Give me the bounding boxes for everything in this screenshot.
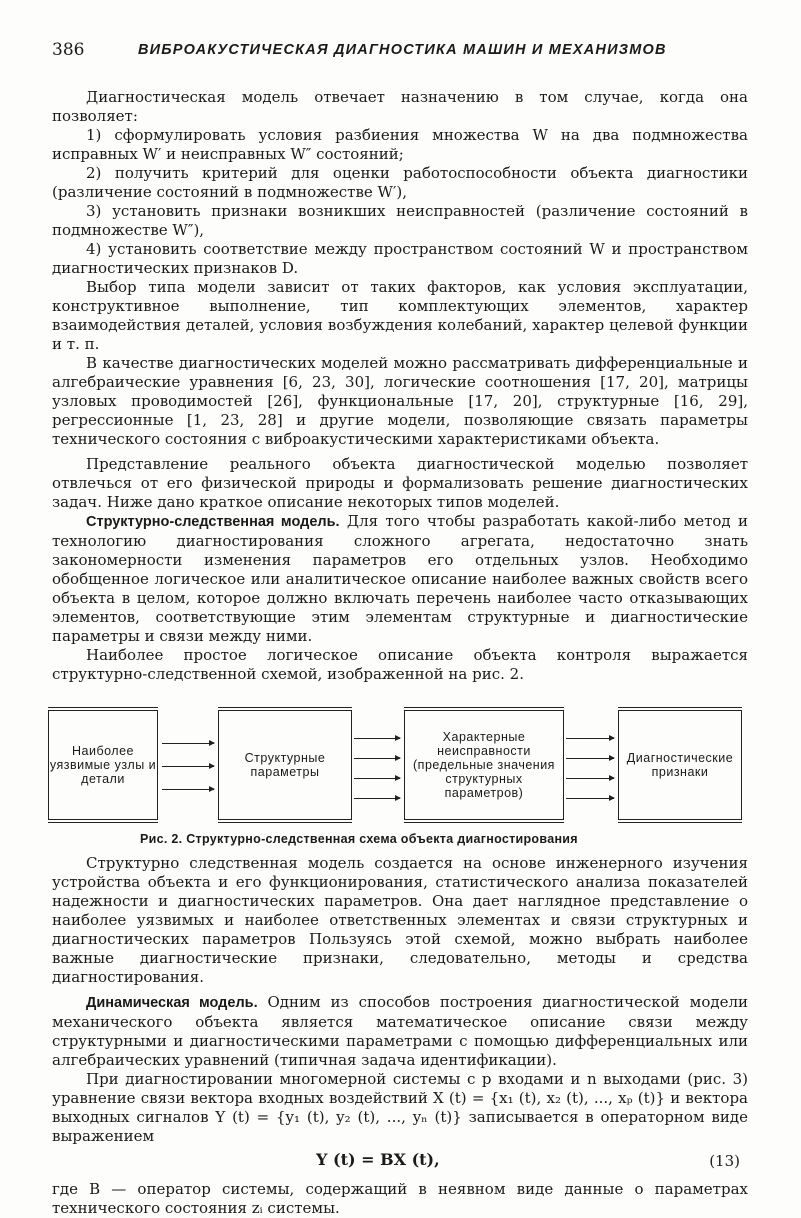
- list-item-2: 2) получить критерий для оценки работоспособности объекта диагностики (различение состояний в подмножестве W′),: [52, 164, 748, 201]
- arrow: [354, 738, 400, 739]
- paragraph-intro: Диагностическая модель отвечает назначению в том случае, когда она позволяет:: [52, 88, 748, 125]
- arrow: [162, 743, 214, 744]
- arrow: [566, 758, 614, 759]
- section-heading-structural: Структурно-следственная модель.: [86, 514, 340, 530]
- paragraph-dynamic-text: Одним из способов построения диагностической модели механического объекта является математическое описание связи между структурными и диагностическими параметрами с помощью дифференциальных или алгебраических уравнений (типичная задача идентификации).: [52, 993, 748, 1069]
- section-heading-dynamic: Динамическая модель.: [86, 995, 258, 1011]
- box-typical-faults: Характерные неисправности (предельные значения структурных параметров): [404, 710, 564, 820]
- arrow: [354, 798, 400, 799]
- arrow: [354, 758, 400, 759]
- page-number: 386: [52, 40, 85, 60]
- paragraph-representation: Представление реального объекта диагностической моделью позволяет отвлечься от его физической природы и формализовать решение диагностических задач. Ниже дано краткое описание некоторых типов моделей.: [52, 455, 748, 511]
- box-vulnerable-parts: Наиболее уязвимые узлы и детали: [48, 710, 158, 820]
- paragraph-structural-text: Для того чтобы разработать какой-либо метод и технологию диагностирования сложного агрегата, недостаточно знать закономерности изменения параметров его отдельных узлов. Необходимо обобщенное логическое или аналитическое описание наиболее важных свойств всего объекта в целом, которое должно включать перечень наиболее часто отказывающих элементов, соответствующие этим элементам структурные и диагностические параметры и связи между ними.: [52, 512, 748, 645]
- equation-number: (13): [709, 1152, 740, 1170]
- paragraph-structural-description: Структурно следственная модель создается на основе инженерного изучения устройства объекта и его функционирования, статистического анализа показателей надежности и диагностических параметров. Она дает наглядное представление о наиболее уязвимых и наиболее ответственных элементах и связи структурных и диагностических параметров Пользуясь этой схемой, можно выбрать наиболее важные диагностические признаки, следовательно, методы и средства диагностирования.: [52, 854, 748, 986]
- arrow: [162, 766, 214, 767]
- arrow: [354, 778, 400, 779]
- paragraph-operator: где B — оператор системы, содержащий в неявном виде данные о параметрах технического состояния zᵢ системы.: [52, 1180, 748, 1217]
- equation-formula: Y (t) = BX (t),: [316, 1150, 440, 1169]
- figure-caption: Рис. 2. Структурно-следственная схема объекта диагностирования: [140, 832, 578, 846]
- arrow: [566, 798, 614, 799]
- paragraph-logical-description: Наиболее простое логическое описание объекта контроля выражается структурно-следственной схемой, изображенной на рис. 2.: [52, 646, 748, 683]
- paragraph-model-types: В качестве диагностических моделей можно рассматривать дифференциальные и алгебраические уравнения [6, 23, 30], логические соотношения [17, 20], матрицы узловых проводимостей [26], функциональные [17, 20], структурные [16, 29], регрессионные [1, 23, 28] и другие модели, позволяющие связать параметры технического состояния с виброакустическими характеристиками объекта.: [52, 354, 748, 448]
- paragraph-model-choice: Выбор типа модели зависит от таких факторов, как условия эксплуатации, конструктивное выполнение, тип комплектующих элементов, характер взаимодействия деталей, условия возбуждения колебаний, характер целевой функции и т. п.: [52, 278, 748, 353]
- list-item-4: 4) установить соответствие между пространством состояний W и пространством диагностических признаков D.: [52, 240, 748, 277]
- running-title: ВИБРОАКУСТИЧЕСКАЯ ДИАГНОСТИКА МАШИН И МЕХАНИЗМОВ: [138, 42, 667, 58]
- paragraph-multidimensional: При диагностировании многомерной системы с p входами и n выходами (рис. 3) уравнение связи вектора входных воздействий X (t) = {x₁ (t), x₂ (t), ..., xₚ (t)} и вектора выходных сигналов Y (t) = {y₁ (t), y₂ (t), ..., yₙ (t)} записывается в операторном виде выражением: [52, 1070, 748, 1145]
- box-structural-parameters: Структурные параметры: [218, 710, 352, 820]
- figure-structural-scheme: [48, 698, 748, 848]
- book-page: [49, 40, 748, 1217]
- list-item-1: 1) сформулировать условия разбиения множества W на два подмножества исправных W′ и неисправных W″ состояний;: [52, 126, 748, 163]
- arrow: [162, 789, 214, 790]
- list-item-3: 3) установить признаки возникших неисправностей (различение состояний в подмножестве W″),: [52, 202, 748, 239]
- paragraph-dynamic-model: [52, 993, 748, 1070]
- page-body: [49, 88, 748, 1218]
- arrow: [566, 738, 614, 739]
- equation-13: [52, 1146, 748, 1174]
- arrow: [566, 778, 614, 779]
- running-head: [52, 40, 748, 70]
- box-diagnostic-features: Диагностические признаки: [618, 710, 742, 820]
- paragraph-structural-model: [52, 512, 748, 646]
